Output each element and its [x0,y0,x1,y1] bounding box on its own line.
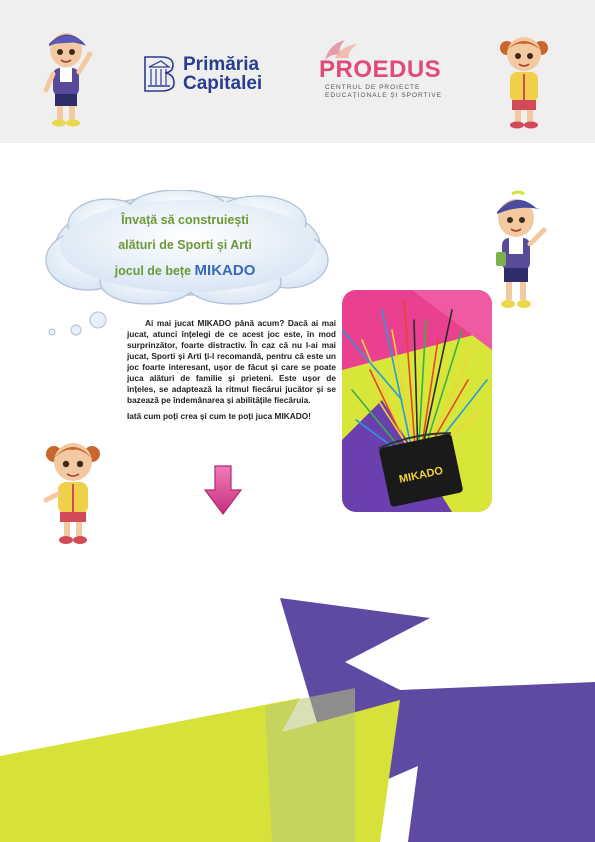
arti-character-icon [494,30,554,130]
proedus-logo [315,38,455,98]
cloud-line-2: alături de Sporti și Arti [118,238,252,252]
proedus-subtitle: CENTRUL DE PROIECTE EDUCAȚIONALE ȘI SPORTIVE [325,84,443,99]
arti-pointing-icon [40,434,108,546]
cloud-line-3 [60,258,310,284]
call-to-action: Iată cum poți crea și cum te poți juca MIKADO! [127,411,311,421]
mikado-sticks-image [342,290,492,512]
page-header [0,0,595,143]
primaria-emblem-icon [143,55,175,93]
intro-text [127,318,336,427]
mikado-photo [342,290,492,512]
sporti-waving-icon [488,186,550,314]
cloud-heading [60,208,310,284]
bag-label: MIKADO [398,464,445,486]
intro-paragraph: Ai mai jucat MIKADO până acum? Dacă ai mai jucat, atunci înțelegi de ce acest joc este, în mod surprinzător, foarte distractiv. În caz că nu l-ai mai jucat, Sporti și Arti ți-l recomandă, pentru că este un joc foarte interesant, ușor de făcut și care se poate juca alături de familie și prieteni. Este ușor de înțeles, se adaptează la ritmul fiecărui jucător și se bazează pe îndemânarea și abilitățile fiecăruia. [127,318,336,405]
down-arrow-icon [203,464,243,516]
primaria-name: Primăria Capitalei [183,54,263,94]
decorative-shapes [0,590,595,842]
cloud-mikado-word: MIKADO [194,262,256,279]
primaria-logo [143,55,262,93]
cloud-line-1: Învață să construiești [121,213,249,227]
proedus-name: PROEDUS [319,56,442,83]
sporti-character-icon [38,24,94,128]
cloud-line-3-prefix: jocul de bețe [114,264,195,278]
